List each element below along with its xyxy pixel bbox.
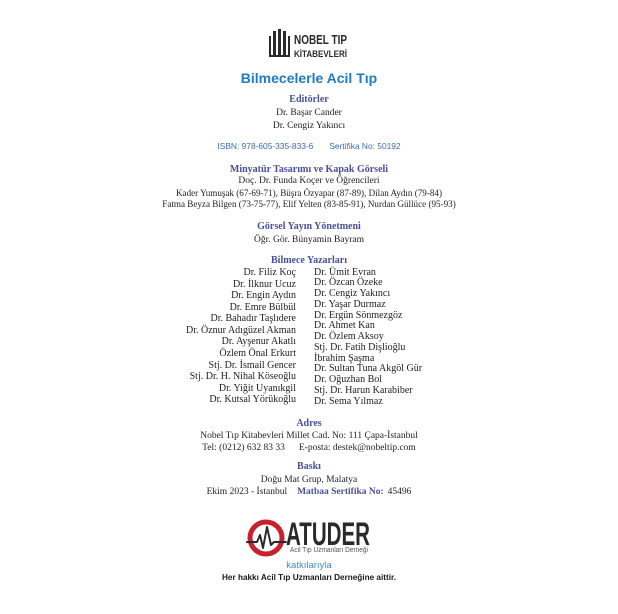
author-name: Dr. Öznur Adıgüzel Akman (186, 324, 296, 336)
contribution-note: katkılarıyla (286, 560, 332, 571)
author-name: Dr. Oğuzhan Bol (314, 374, 383, 386)
authors-left-column (106, 267, 296, 406)
printing-heading: Baskı (297, 461, 321, 472)
sponsor-name: ATUDER (286, 516, 370, 552)
credit-line: Doç. Dr. Funda Koçer ve Öğrencileri (238, 176, 380, 187)
author-name: Dr. Yiğit Uyanıkgil (218, 382, 296, 394)
author-name: İbrahim Şaşma (314, 352, 375, 364)
rights-notice: Her hakkı Acil Tıp Uzmanları Derneğine aittir. (222, 573, 396, 582)
author-name: Dr. Sema Yılmaz (314, 395, 383, 407)
author-name: Dr. Kutsal Yörükoğlu (209, 394, 296, 406)
atuder-logo (244, 514, 372, 560)
visual-director-heading: Görsel Yayın Yönetmeni (257, 221, 361, 232)
author-name: Dr. Özlem Aksoy (314, 331, 384, 343)
isbn-number: ISBN: 978-605-335-833-6 (217, 141, 314, 151)
heartbeat-emblem-icon (247, 522, 286, 554)
address-block (0, 430, 618, 454)
author-name: Dr. Ayşenur Akatlı (221, 336, 296, 348)
credit-line: Fatma Beyza Bilgen (73-75-77), Elif Yelten (83-85-91), Nurdan Güllüce (95-93) (162, 199, 456, 210)
author-name: Dr. Cengiz Yakıncı (314, 288, 391, 300)
publisher-subtitle: KİTABEVLERİ (294, 49, 347, 59)
author-name: Stj. Dr. Fatih Dişlioğlu (314, 341, 406, 353)
miniature-design-heading: Minyatür Tasarımı ve Kapak Görseli (229, 164, 389, 175)
sponsor-subtitle: Acil Tıp Uzmanları Derneği (290, 547, 369, 554)
editors-list (0, 107, 618, 133)
credit-line: Kader Yumuşak (67-69-71), Büşra Özyapar (87-89), Dilan Aydın (79-84) (175, 187, 442, 198)
author-name: Dr. Ahmet Kan (314, 320, 375, 332)
print-date-line (0, 486, 618, 498)
phone-number: Tel: (0212) 632 83 33 (202, 443, 285, 453)
address-heading: Adres (296, 418, 322, 429)
author-name: Stj. Dr. H. Nihal Köseoğlu (189, 371, 296, 383)
author-name: Dr. Ergün Sönmezgöz (314, 309, 403, 321)
editors-heading: Editörler (289, 94, 329, 105)
publisher-name: NOBEL TIP (294, 33, 347, 47)
author-name: Dr. Yaşar Durmaz (314, 298, 386, 310)
isbn-line (0, 140, 618, 152)
author-name: Dr. Filiz Koç (243, 267, 296, 279)
author-name: Dr. Bahadır Taşlıdere (210, 313, 296, 325)
author-name: Dr. Engin Aydın (231, 290, 296, 302)
author-name: Dr. Özcan Özeke (314, 277, 383, 289)
nobel-tip-logo (269, 27, 349, 59)
authors-right-column (314, 268, 504, 408)
author-name: Stj. Dr. İsmail Gencer (208, 359, 296, 371)
editor-name: Dr. Başar Cander (276, 108, 342, 118)
printing-block (0, 474, 618, 498)
author-name: Dr. Ümit Evran (314, 266, 376, 278)
contact-line (0, 442, 618, 454)
printer-name: Doğu Mat Grup, Malatya (260, 475, 358, 485)
author-name: Dr. Emre Bülbül (229, 301, 296, 313)
street-address: Nobel Tıp Kitabevleri Millet Cad. No: 111 Çapa-İstanbul (200, 431, 418, 441)
printer-certificate-label: Matbaa Sertifika No: (297, 487, 384, 497)
book-title: Bilmecelerle Acil Tıp (240, 70, 378, 86)
miniature-design-credits (0, 176, 618, 211)
printer-certificate-number: 45496 (387, 487, 412, 497)
riddle-authors-heading: Bilmece Yazarları (271, 254, 347, 266)
email-address: E-posta: destek@nobeltip.com (298, 443, 416, 453)
visual-director-name: Öğr. Gör. Bünyamin Bayram (253, 235, 365, 245)
author-name: Dr. Sultan Tuna Akgöl Gür (314, 363, 423, 375)
print-date-place: Ekim 2023 - İstanbul (206, 487, 288, 497)
author-name: Dr. İlknur Ucuz (232, 278, 296, 290)
certificate-number: Sertifika No: 50192 (329, 141, 401, 151)
author-name: Stj. Dr. Harun Karabiber (314, 384, 413, 396)
editor-name: Dr. Cengiz Yakıncı (272, 121, 346, 131)
bookshelf-icon (269, 29, 290, 57)
author-name: Özlem Önal Erkurt (219, 348, 296, 360)
